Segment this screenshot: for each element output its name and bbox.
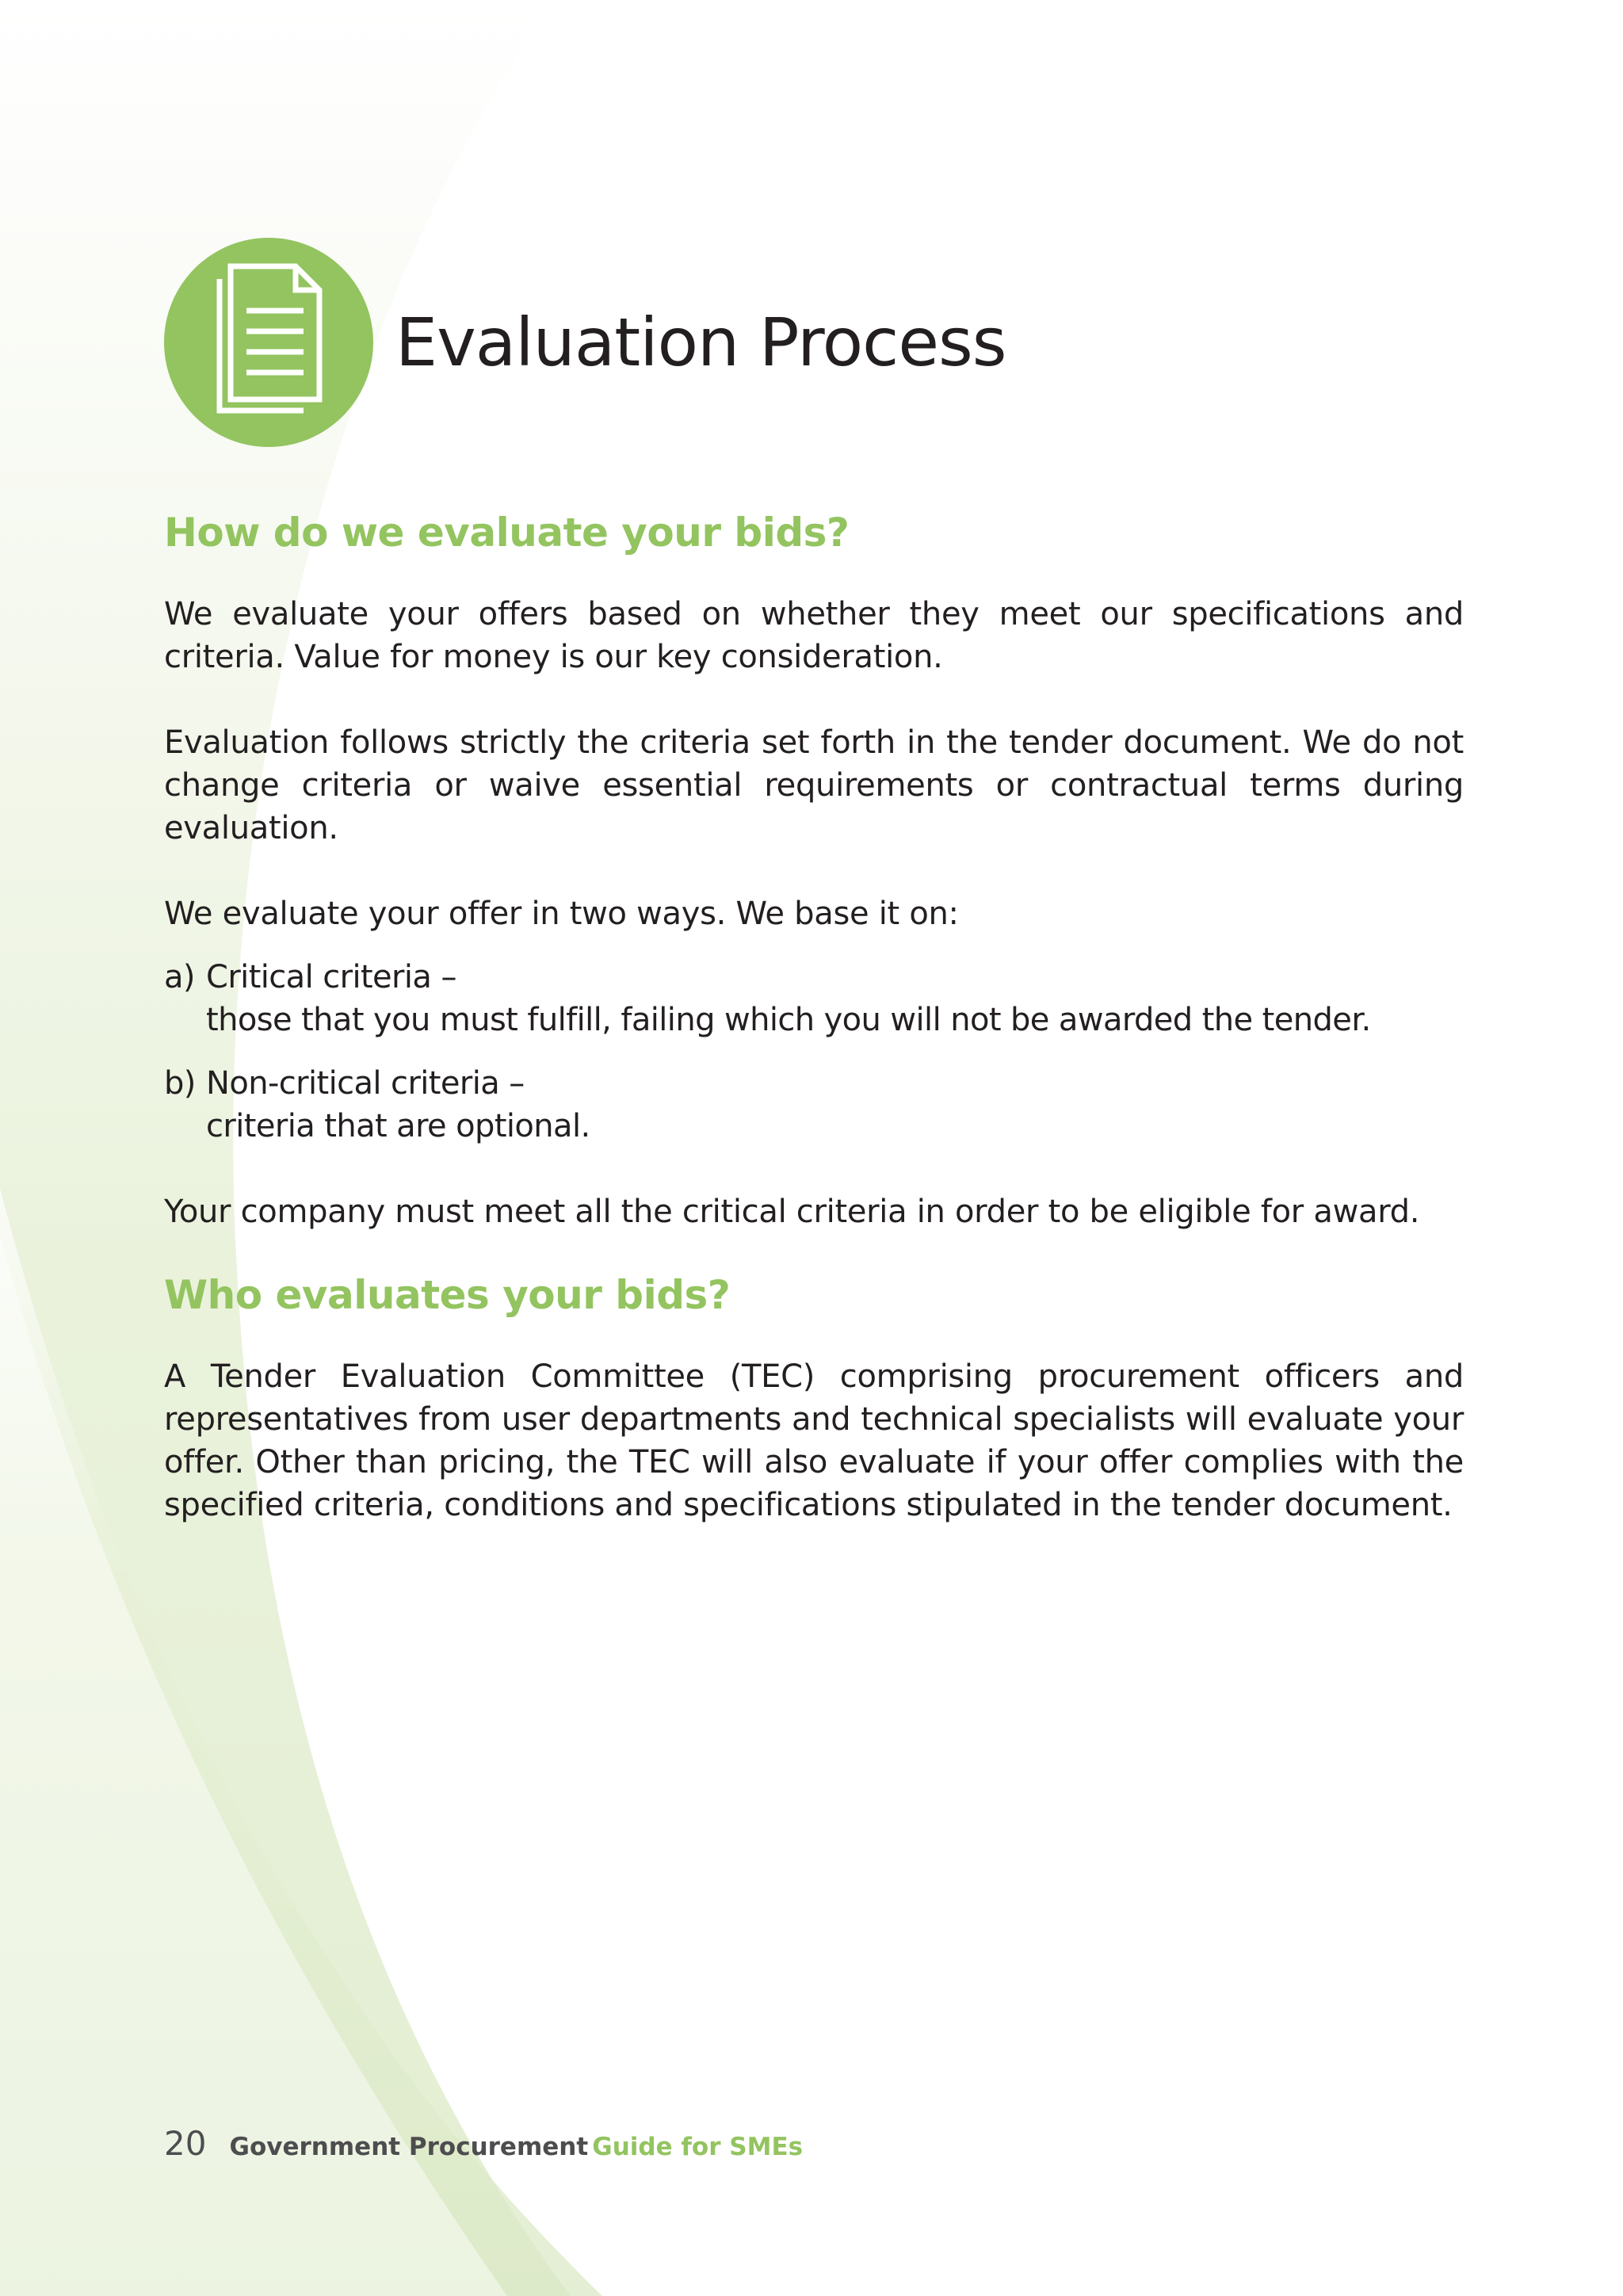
criteria-description: criteria that are optional. xyxy=(206,1108,590,1144)
document-icon xyxy=(164,238,373,447)
section-who-evaluates xyxy=(164,1270,1464,1526)
paragraph: We evaluate your offers based on whether they meet our specifications and criteria. Value for money is our key consideration. xyxy=(164,596,1464,675)
paragraph: We evaluate your offer in two ways. We base it on: xyxy=(164,896,959,932)
paragraph: Evaluation follows strictly the criteria set forth in the tender document. We do not change criteria or waive essential requirements or contractual terms during evaluation. xyxy=(164,724,1464,846)
criteria-marker: a) xyxy=(164,959,195,995)
paragraph: Your company must meet all the critical criteria in order to be eligible for award. xyxy=(164,1194,1420,1230)
section-how-we-evaluate xyxy=(164,507,1464,1233)
criteria-item xyxy=(164,956,1464,1041)
criteria-description: those that you must fulfill, failing which you will not be awarded the tender. xyxy=(206,1002,1371,1038)
page-footer xyxy=(164,2124,803,2163)
section-heading: How do we evaluate your bids? xyxy=(164,510,850,556)
title-row xyxy=(164,238,1464,447)
criteria-item xyxy=(164,1062,1464,1148)
page-number: 20 xyxy=(164,2124,207,2163)
paragraph: A Tender Evaluation Committee (TEC) comprising procurement officers and representatives from user departments and technical specialists will evaluate your offer. Other than pricing, the TEC will also evaluate if your offer complies with the specified criteria, conditions and specifications stipulated in the tender document. xyxy=(164,1358,1464,1523)
section-heading: Who evaluates your bids? xyxy=(164,1272,731,1318)
criteria-label: Critical criteria – xyxy=(206,959,456,995)
criteria-marker: b) xyxy=(164,1065,196,1102)
criteria-label: Non-critical criteria – xyxy=(206,1065,525,1102)
publication-subtitle: Guide for SMEs xyxy=(592,2133,804,2161)
page-title: Evaluation Process xyxy=(395,304,1006,381)
publication-name: Government Procurement xyxy=(229,2133,589,2161)
